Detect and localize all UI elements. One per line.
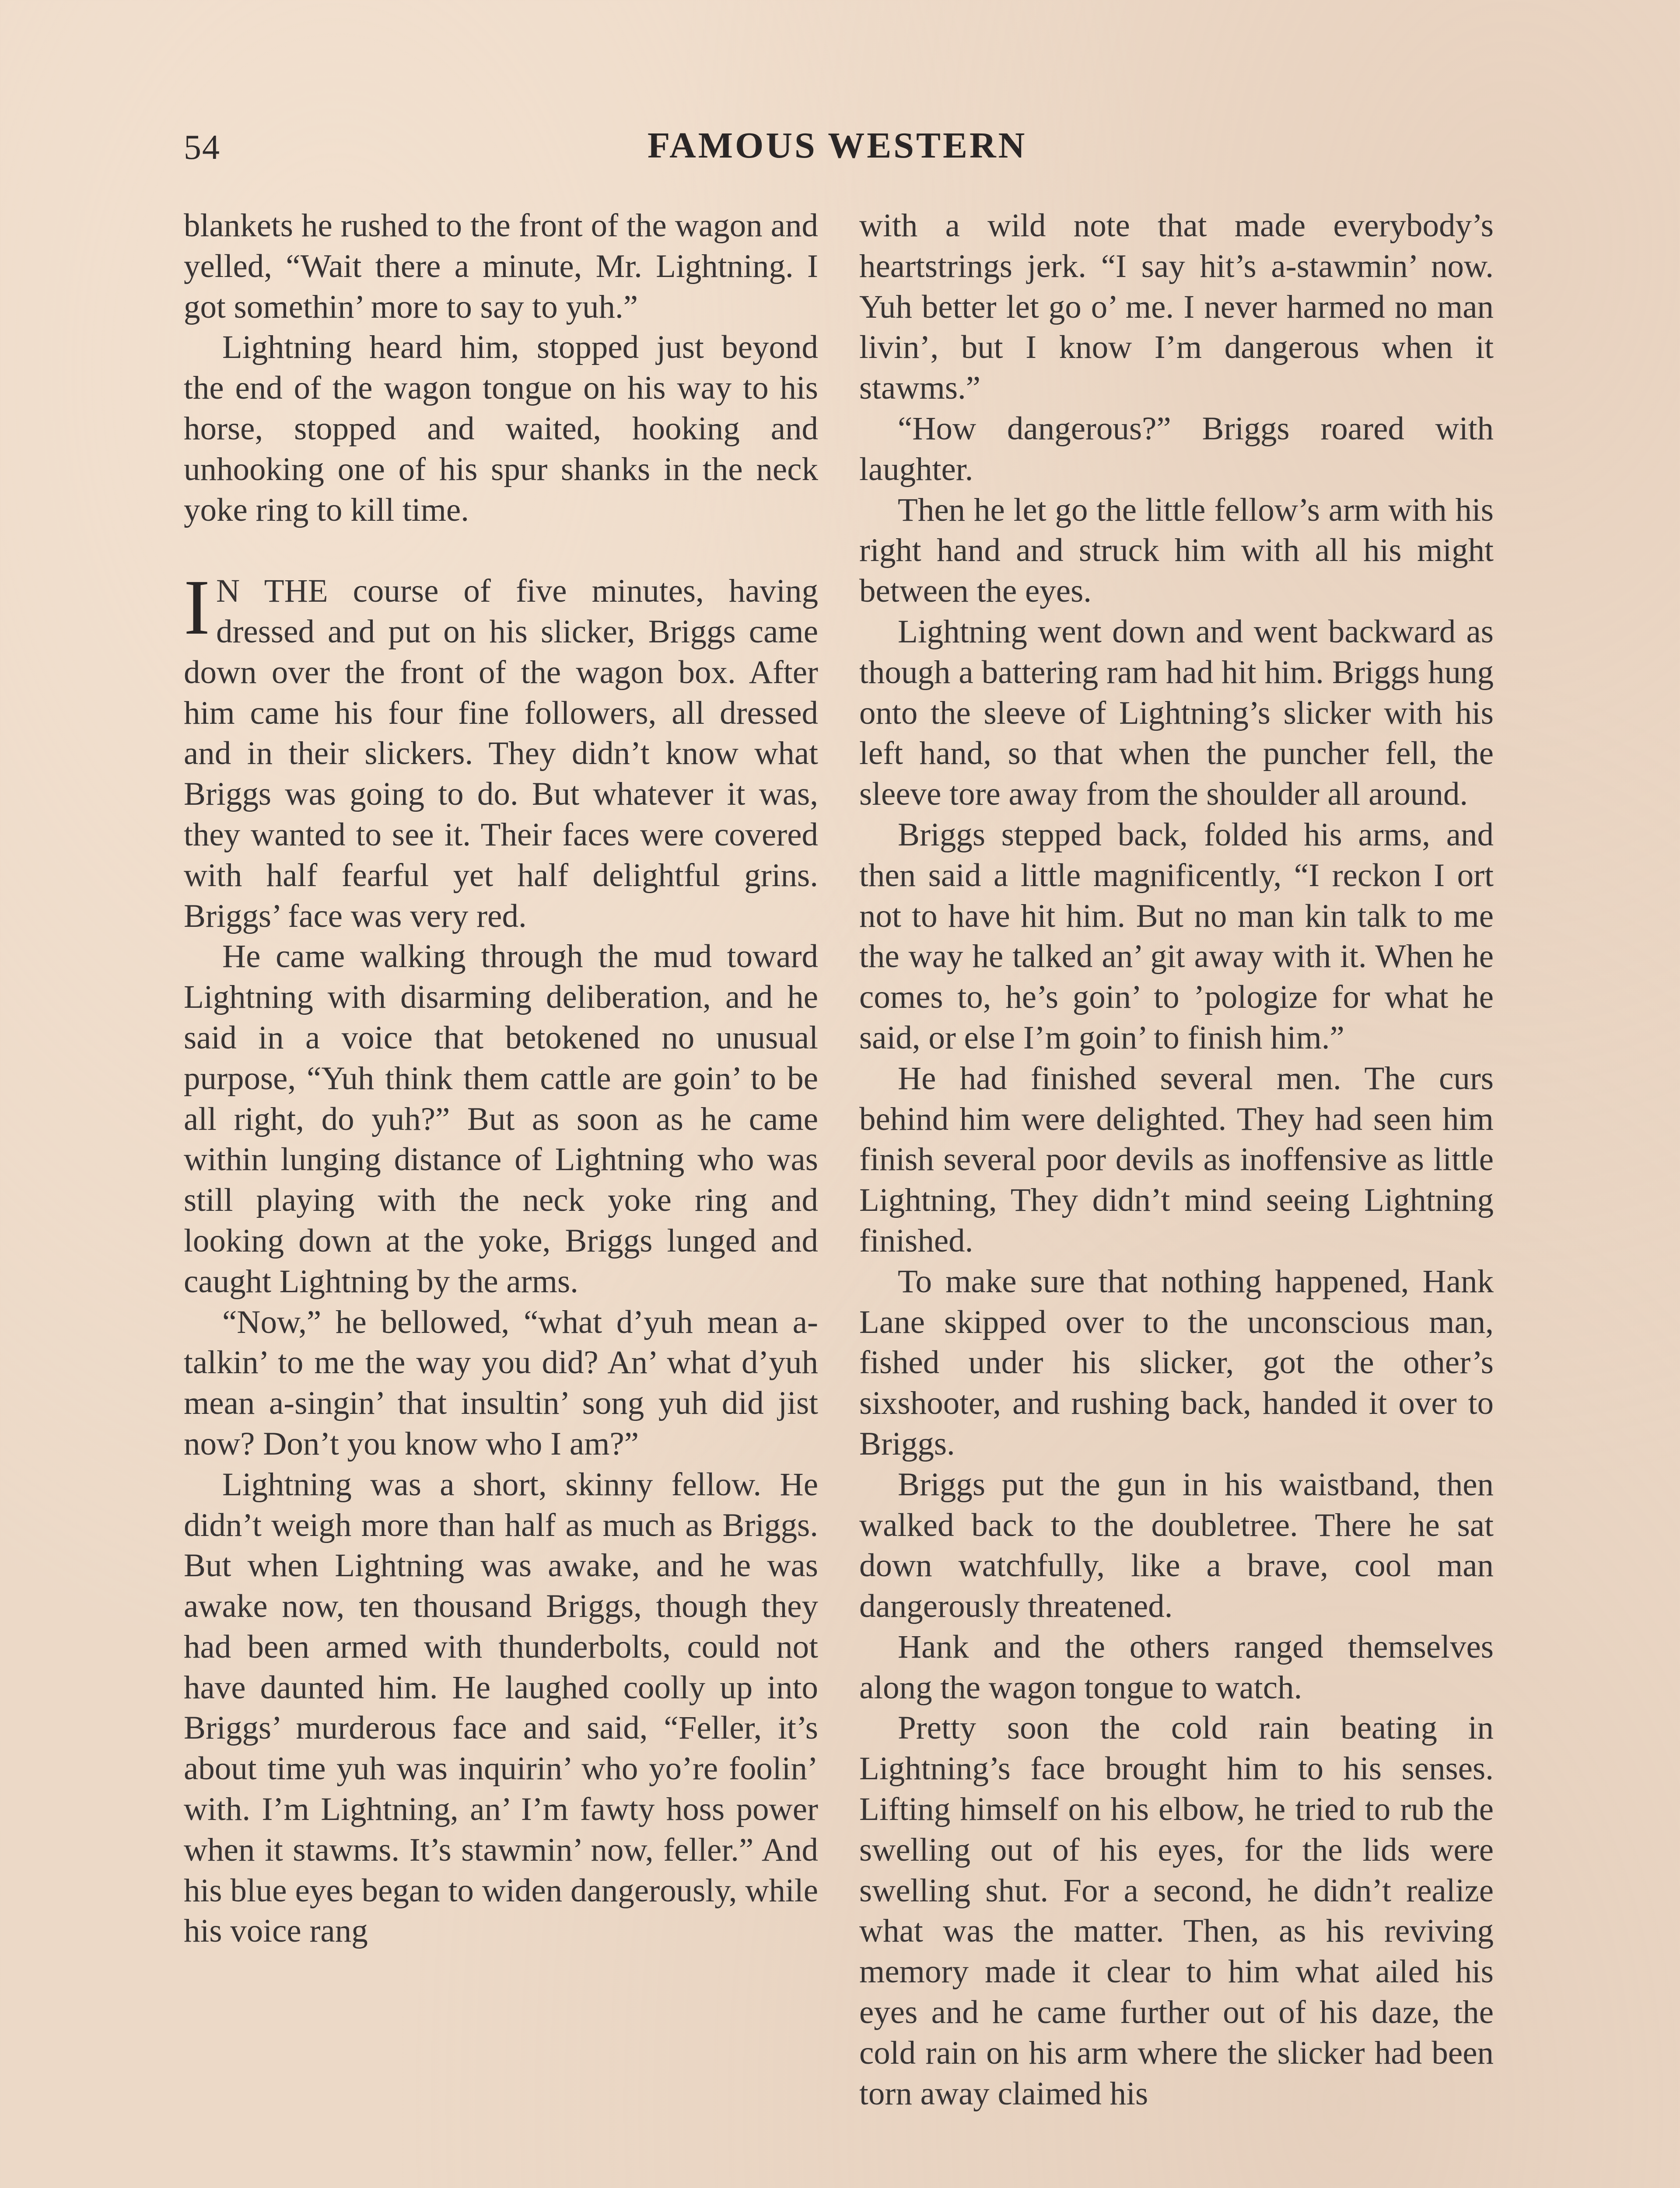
paragraph: blankets he rushed to the front of the wagon and yelled, “Wait there a minute, Mr. Lightning. I got somethin’ more to say to yuh.” — [184, 207, 818, 325]
paragraph: Hank and the others ranged themselves along the wagon tongue to watch. — [859, 1628, 1494, 1706]
right-column — [859, 206, 1494, 2188]
paragraph: To make sure that nothing happened, Hank Lane skipped over to the unconscious man, fished under his slicker, got the other’s sixshooter, and rushing back, handed it over to Briggs. — [859, 1263, 1494, 1462]
paragraph: “Now,” he bellowed, “what d’yuh mean a-talkin’ to me the way you did? An’ what d’yuh mean a-singin’ that insultin’ song yuh did jist now? Don’t you know who I am?” — [184, 1304, 818, 1462]
page-number: 54 — [184, 128, 220, 167]
paragraph: with a wild note that made everybody’s heartstrings jerk. “I say hit’s a-stawmin’ now. Yuh better let go o’ me. I never harmed no man livin’, but I know I’m dangerous when it stawms.” — [859, 207, 1494, 407]
paragraph: Pretty soon the cold rain beating in Lightning’s face brought him to his senses. Lifting himself on his elbow, he tried to rub the swelling out of his eyes, for the lids were swelling shut. For a second, he didn’t realize what was the matter. Then, as his reviving memory made it clear to him what ailed his eyes and he came further out of his daze, the cold rain on his arm where the slicker had been torn away claimed his — [859, 1710, 1494, 2112]
paragraph: Lightning heard him, stopped just beyond the end of the wagon tongue on his way to his horse, stopped and waited, hooking and unhooking one of his spur shanks in the neck yoke ring to kill time. — [184, 329, 818, 528]
running-head: FAMOUS WESTERN — [648, 125, 1027, 166]
drop-cap: I — [184, 564, 210, 651]
paragraph: Lightning was a short, skinny fellow. He didn’t weigh more than half as much as Briggs. But when Lightning was awake, and he was awake now, ten thousand Briggs, though they had been armed with thunderbolts, could not have daunted him. He laughed coolly up into Briggs’ murderous face and said, “Feller, it’s about time yuh was inquirin’ who yo’re foolin’ with. I’m Lightning, an’ I’m fawty hoss power when it stawms. It’s stawmin’ now, feller.” And his blue eyes began to widen dangerously, while his voice rang — [184, 1466, 818, 1950]
paragraph: He had finished several men. The curs behind him were delighted. They had seen him finish several poor devils as inoffensive as little Lightning, They didn’t mind seeing Lightning finished. — [859, 1060, 1494, 1259]
paragraph: Briggs stepped back, folded his arms, and then said a little magnificently, “I reckon I ort not to have hit him. But no man kin talk to me the way he talked an’ git away with it. When he comes to, he’s goin’ to ’pologize for what he said, or else I’m goin’ to finish him.” — [859, 816, 1494, 1056]
left-column — [184, 206, 818, 2188]
paragraph: He came walking through the mud toward Lightning with disarming deliberation, and he said in a voice that betokened no unusual purpose, “Yuh think them cattle are goin’ to be all right, do yuh?” But as soon as he came within lunging distance of Lightning who was still playing with the neck yoke ring and looking down at the yoke, Briggs lunged and caught Lightning by the arms. — [184, 938, 818, 1300]
paragraph-text: N THE course of five minutes, having dressed and put on his slicker, Briggs came down over the front of the wagon box. After him came his four fine followers, all dressed and in their slickers. They didn’t know what Briggs was going to do. But whatever it was, they wanted to see it. Their faces were covered with half fearful yet half delightful grins. Briggs’ face was very red. — [184, 573, 818, 934]
section-start-paragraph — [184, 564, 818, 936]
paragraph: Briggs put the gun in his waistband, then walked back to the doubletree. There he sat down watchfully, like a brave, cool man dangerously threatened. — [859, 1466, 1494, 1625]
paragraph: Lightning went down and went backward as though a battering ram had hit him. Briggs hung onto the sleeve of Lightning’s slicker with his left hand, so that when the puncher fell, the sleeve tore away from the shoulder all around. — [859, 613, 1494, 813]
paragraph: “How dangerous?” Briggs roared with laughter. — [859, 410, 1494, 487]
paragraph: Then he let go the little fellow’s arm with his right hand and struck him with all his might between the eyes. — [859, 491, 1494, 610]
